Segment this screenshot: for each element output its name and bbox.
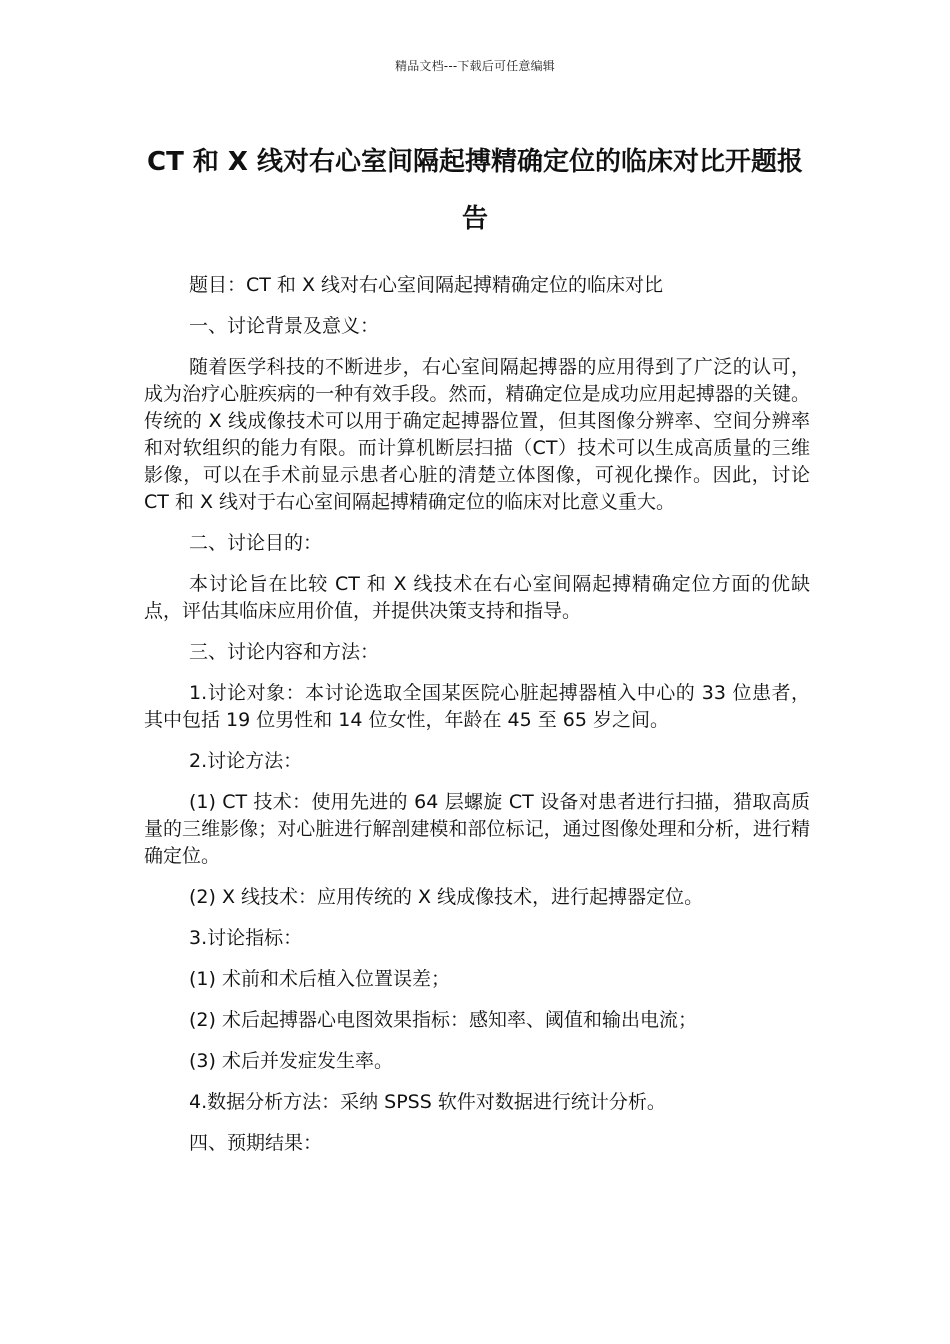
section-heading-expected-results: 四、预期结果： [189, 1132, 323, 1154]
analysis-method-paragraph: 4.数据分析方法：采纳 SPSS 软件对数据进行统计分析。 [189, 1091, 666, 1113]
ct-method-paragraph: (1) CT 技术：使用先进的 64 层螺旋 CT 设备对患者进行扫描，猎取高质量的三维影像；对心脏进行解剖建模和部位标记，通过图像处理和分析，进行精确定位。 [144, 791, 810, 867]
indicators-subheading: 3.讨论指标： [189, 927, 303, 949]
indicator-item: (1) 术前和术后植入位置误差； [189, 968, 450, 990]
background-paragraph: 随着医学科技的不断进步，右心室间隔起搏器的应用得到了广泛的认可，成为治疗心脏疾病的一种有效手段。然而，精确定位是成功应用起搏器的关键。传统的 X 线成像技术可以用于确定起搏器位置，但其图像分辨率、空间分辨率和对软组织的能力有限。而计算机断层扫描（CT）技术可以生成高质量的三维影像，可以在手术前显示患者心脏的清楚立体图像，可视化操作。因此，讨论 CT 和 X 线对于右心室间隔起搏精确定位的临床对比意义重大。 [144, 356, 810, 513]
topic-line: 题目：CT 和 X 线对右心室间隔起搏精确定位的临床对比 [189, 274, 664, 296]
purpose-paragraph: 本讨论旨在比较 CT 和 X 线技术在右心室间隔起搏精确定位方面的优缺点，评估其临床应用价值，并提供决策支持和指导。 [144, 573, 810, 622]
subjects-paragraph: 1.讨论对象：本讨论选取全国某医院心脏起搏器植入中心的 33 位患者，其中包括 19 位男性和 14 位女性，年龄在 45 至 65 岁之间。 [144, 682, 810, 731]
indicator-item: (3) 术后并发症发生率。 [189, 1050, 393, 1072]
document-title: CT 和 X 线对右心室间隔起搏精确定位的临床对比开题报告 [146, 147, 804, 234]
methods-subheading: 2.讨论方法： [189, 750, 303, 772]
header-note: 精品文档---下载后可任意编辑 [395, 59, 555, 73]
section-heading-background: 一、讨论背景及意义： [189, 315, 380, 337]
section-heading-purpose: 二、讨论目的： [189, 532, 323, 554]
document-body [144, 272, 810, 1171]
section-heading-methods: 三、讨论内容和方法： [189, 641, 380, 663]
xray-method-paragraph: (2) X 线技术：应用传统的 X 线成像技术，进行起搏器定位。 [189, 886, 704, 908]
indicator-item: (2) 术后起搏器心电图效果指标：感知率、阈值和输出电流； [189, 1009, 697, 1031]
